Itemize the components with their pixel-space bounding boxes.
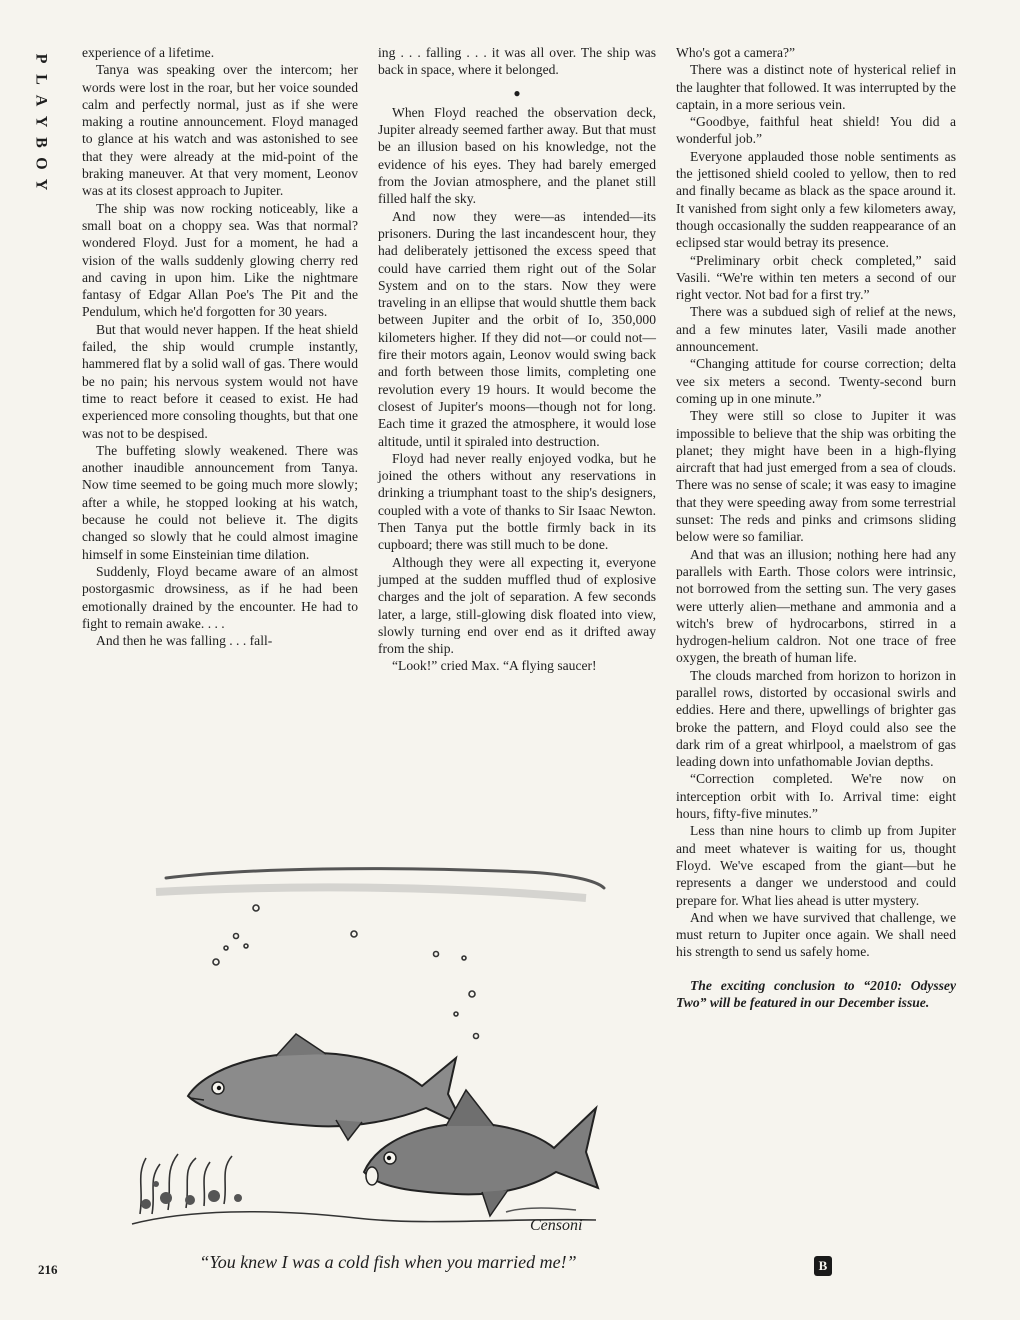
paragraph: And when we have survived that challenge, we must return to Jupiter once again. We shall need his strength to send us safely home. <box>676 909 956 960</box>
paragraph: Who's got a camera?” <box>676 45 796 60</box>
paragraph: Floyd had never really enjoyed vodka, but he joined the others without any reservations in drinking a triumphant toast to the ship's designers, coupled with a vote of thanks to Sir Isaac Newton. Then Tanya put the bottle firmly back in its cupboard; there was still much to be done. <box>378 450 656 553</box>
conclusion-note: The exciting conclusion to “2010: Odyssey Two” will be featured in our December issue. <box>676 977 956 1011</box>
artist-signature: Censoni <box>530 1217 583 1234</box>
paragraph: But that would never happen. If the heat shield failed, the ship would crumple instantly, hammered flat by a solid wall of gas. There would be no pain; his nervous system would not have time to react before it ceased to exist. He had experienced more consoling thoughts, but that one was not to be despised. <box>82 321 358 441</box>
paragraph: And then he was falling . . . fall- <box>96 633 273 649</box>
paragraph: And that was an illusion; nothing here had any parallels with Earth. Those colors were intrinsic, not borrowed from the setting sun. The very gases were utterly alien—methane and ammonia and a witch's brew of hydrocarbons, stirred in a hydrogen-helium caldron. Not one trace of free oxygen, the breath of human life. <box>676 546 956 666</box>
column-3 <box>676 44 956 1011</box>
column-2 <box>378 44 656 675</box>
cartoon-illustration <box>126 858 606 1248</box>
fish-1-drawing <box>188 1034 464 1140</box>
paragraph: The clouds marched from horizon to horizon in parallel rows, distorted by occasional swirls and eddies. Here and there, upwellings of brighter gas broke the pattern, and Floyd could also see the dark rim of a great whirlpool, a maelstrom of gas leading down into unfathomable Jovian depths. <box>676 667 956 770</box>
paragraph: “Correction completed. We're now on interception orbit with Io. Arrival time: eight hours, fifty-five minutes.” <box>676 771 956 822</box>
paragraph: Although they were all expecting it, everyone jumped at the sudden muffled thud of explosive charges and the jolt of separation. A few seconds later, a large, still-glowing disk floated into view, slowly turning end over end as it drifted away from the ship. <box>378 554 656 657</box>
paragraph: And now they were—as intended—its prisoners. During the last incandescent hour, they had deliberately jettisoned the excess speed that could have carried them right out of the Solar System and on to the stars. Now they were traveling in an ellipse that would shuttle them back between Jupiter and the orbit of Io, 350,000 kilometers higher. If they did not—or could not—fire their motors again, Leonov would swing back and forth between those limits, completing one revolution every 19 hours. It would become the closest of Jupiter's moons—though not for long. Each time it grazed the atmosphere, it would lose altitude, until it spiraled into destruction. <box>378 208 656 449</box>
masthead <box>30 48 52 195</box>
masthead-letter: Y <box>32 178 50 191</box>
paragraph: Everyone applauded those noble sentiments as the jettisoned shield cooled to yellow, then to red and finally became as black as the space around it. It vanished from sight only a few kilometers away, though occasionally the sudden reappearance of an eclipsed star would betray its presence. <box>676 148 956 251</box>
paragraph: The buffeting slowly weakened. There was another inaudible announcement from Tanya. Now time seemed to be going much more slowly; after a while, he stopped looking at his watch, because he could not believe it. The digits changed so slowly that he could almost imagine himself in some Einsteinian time dilation. <box>82 442 358 562</box>
paragraph: Tanya was speaking over the intercom; her words were lost in the roar, but her voice sounded calm and perfectly normal, just as if she were making a routine announcement. Floyd managed to glance at his watch and was astonished to see that they were already at the mid-point of the braking maneuver. At that very moment, Leonov was at its closest approach to Jupiter. <box>82 62 358 199</box>
paragraph: The ship was now rocking noticeably, like a small boat on a choppy sea. Was that normal? wondered Floyd. Just for a moment, he had a vision of the walls suddenly glowing cherry red and caving in upon him. Like the nightmare fantasy of Edgar Allan Poe's The Pit and the Pendulum, which he'd forgotten for 30 years. <box>82 200 358 320</box>
masthead-letter: P <box>32 53 50 64</box>
masthead-letter: L <box>32 74 50 85</box>
masthead-letter: A <box>32 94 50 107</box>
paragraph: ing . . . falling . . . it was all over. The ship was back in space, where it belonged. <box>378 45 656 78</box>
paragraph: “Changing attitude for course correction; delta vee six meters a second. Twenty-second burn coming up in one minute.” <box>676 356 956 406</box>
masthead-letter: Y <box>32 115 50 128</box>
paragraph: When Floyd reached the observation deck, Jupiter already seemed farther away. But that must be an illusion based on his knowledge, not the evidence of his eyes. They had barely emerged from the Jovian atmosphere, and the planet still filled half the sky. <box>378 104 656 207</box>
paragraph: experience of a lifetime. <box>82 45 215 60</box>
paragraph: They were still so close to Jupiter it was impossible to believe that the ship was orbiting the planet; they might have been in a high-flying aircraft that had just emerged from a sea of clouds. There was no sense of scale; it was easy to imagine that they were speeding away from some terrestrial sunset: The reds and pinks and crimsons sliding below were so familiar. <box>676 408 956 545</box>
paragraph: Suddenly, Floyd became aware of an almost postorgasmic drowsiness, as if he had been emotionally drained by the encounter. He had to fight to remain awake. . . . <box>82 563 358 631</box>
playboy-bunny-logo-icon: B <box>814 1256 832 1276</box>
page-number: 216 <box>38 1262 58 1277</box>
paragraph: There was a subdued sigh of relief at the news, and a few minutes later, Vasili made another announcement. <box>676 304 956 355</box>
masthead-letter: B <box>32 137 50 148</box>
paragraph: “Preliminary orbit check completed,” said Vasili. “We're within ten meters a second of our right vector. Not bad for a first try.” <box>676 252 956 303</box>
paragraph: There was a distinct note of hysterical relief in the laughter that followed. It was interrupted by the captain, in a more serious vein. <box>676 62 956 112</box>
cartoon-caption: “You knew I was a cold fish when you married me!” <box>199 1252 577 1272</box>
column-1 <box>82 44 358 649</box>
paragraph: “Goodbye, faithful heat shield! You did a wonderful job.” <box>676 114 956 147</box>
paragraph: “Look!” cried Max. “A flying saucer! <box>392 658 597 674</box>
section-break-dot: ● <box>513 85 521 100</box>
masthead-letter: O <box>32 157 50 170</box>
paragraph: Less than nine hours to climb up from Jupiter and meet whatever is waiting for us, thought Floyd. We've escaped from the giant—but he represents a danger we understood and could prepare for. What lies ahead is utter mystery. <box>676 823 956 908</box>
